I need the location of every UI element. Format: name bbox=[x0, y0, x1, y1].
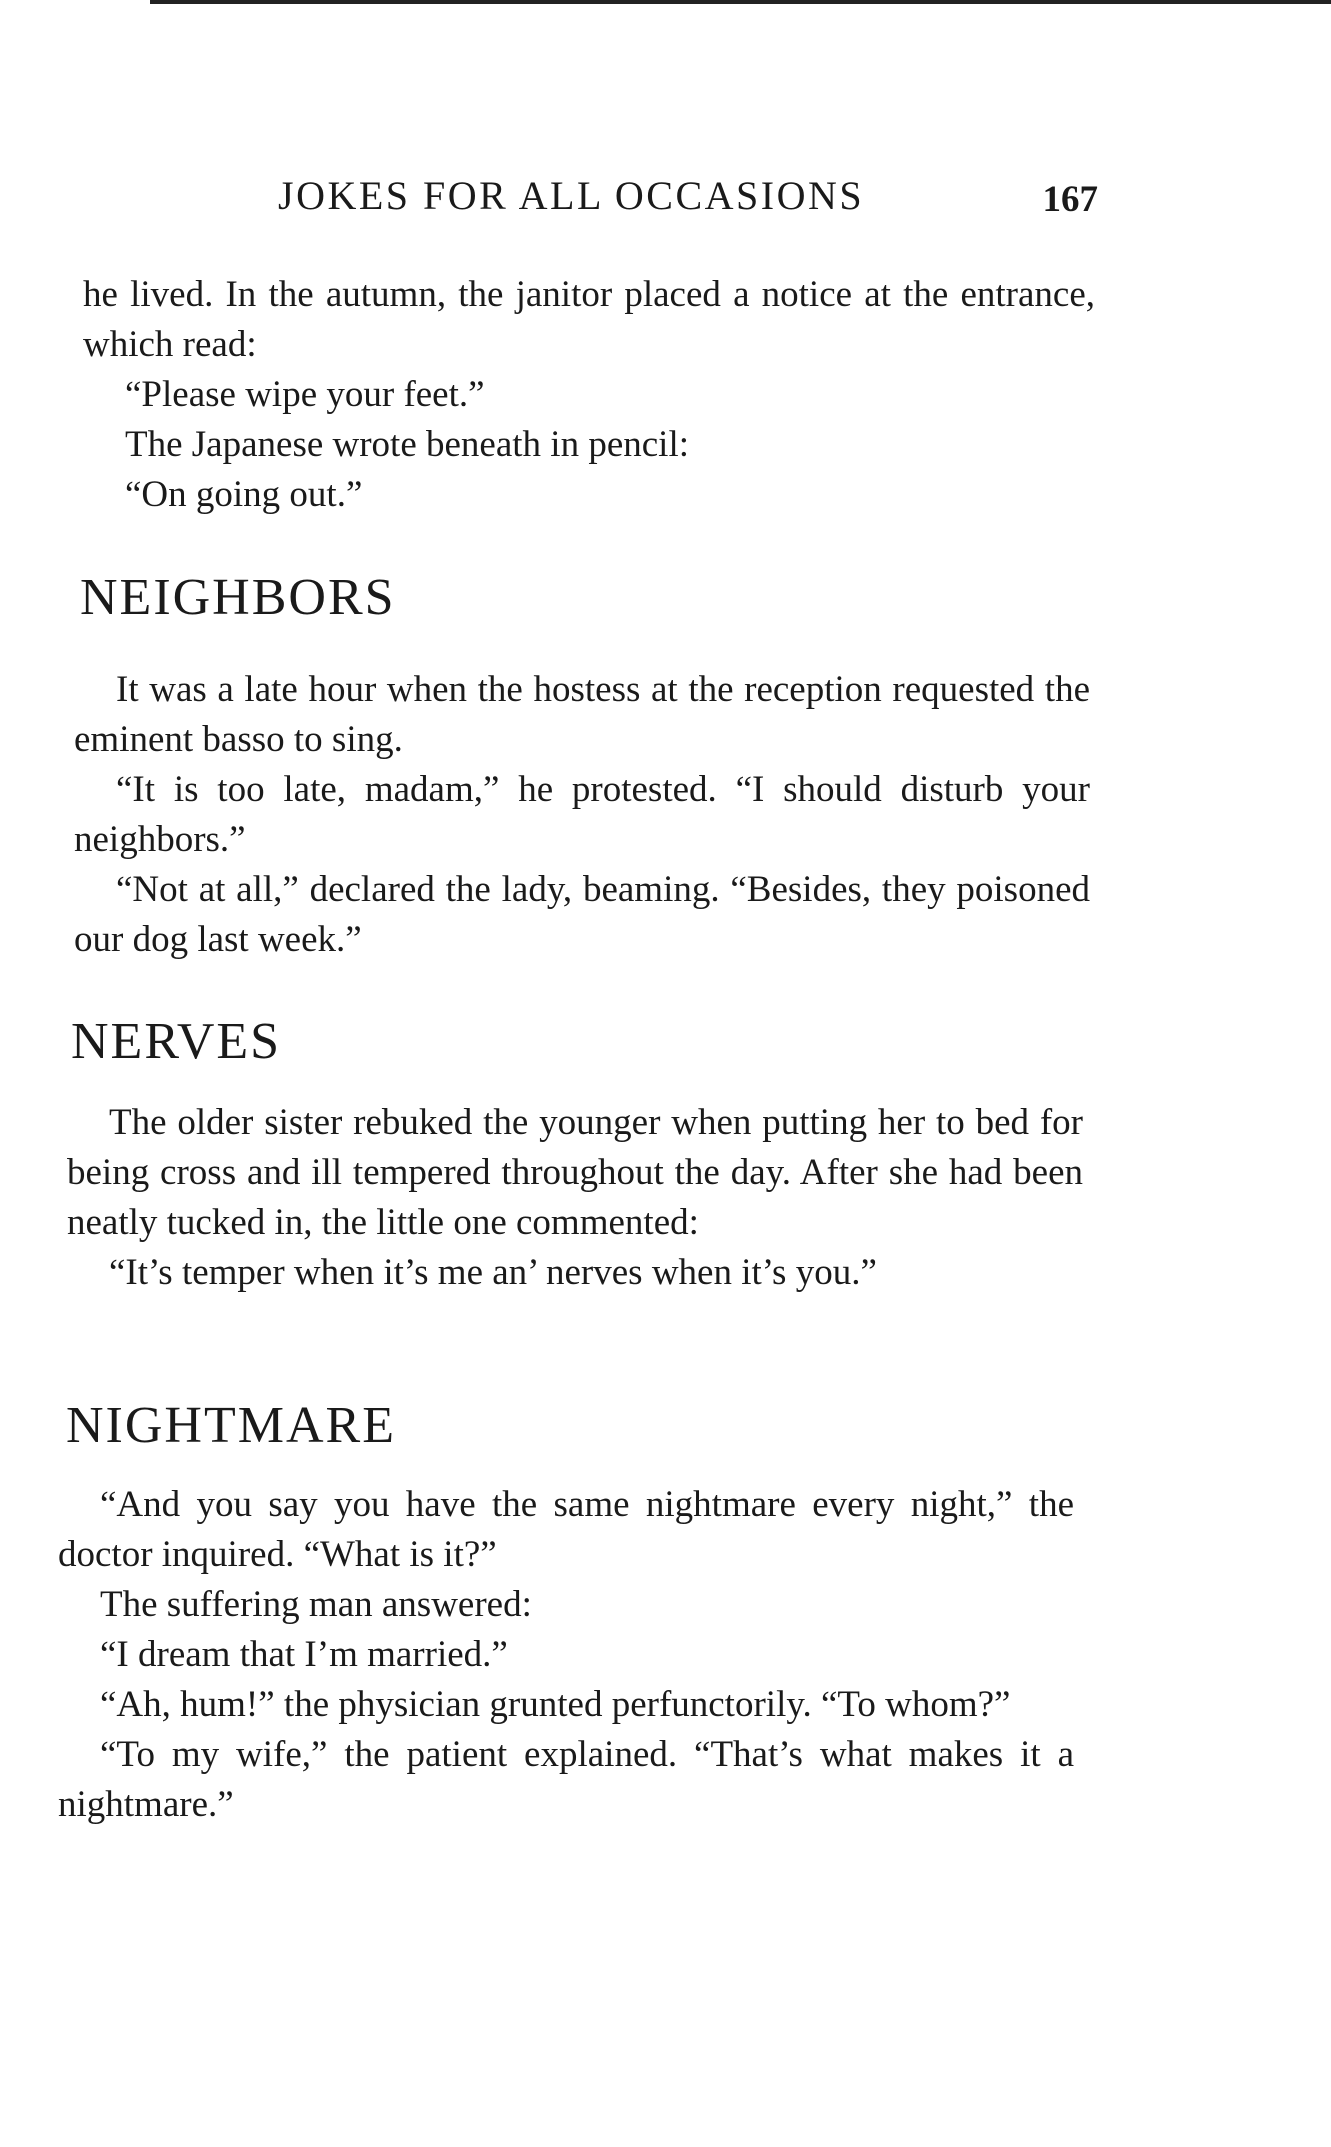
paragraph: “Not at all,” declared the lady, beaming. “Besides, they poisoned our dog last week.” bbox=[74, 869, 1090, 960]
page-number: 167 bbox=[1042, 179, 1098, 220]
continued-text bbox=[83, 270, 1095, 520]
paragraph: he lived. In the autumn, the janitor placed a notice at the entrance, which read: bbox=[83, 274, 1095, 365]
paragraph: The Japanese wrote beneath in pencil: bbox=[125, 424, 690, 465]
section-heading-neighbors: NEIGHBORS bbox=[80, 569, 396, 626]
paragraph: The older sister rebuked the younger when putting her to bed for being cross and ill tempered throughout the day. After she had been neatly tucked in, the little one commented: bbox=[67, 1102, 1083, 1243]
paragraph: “I dream that I’m married.” bbox=[100, 1634, 508, 1675]
running-title: JOKES FOR ALL OCCASIONS bbox=[278, 173, 865, 218]
paragraph: “Ah, hum!” the physician grunted perfunctorily. “To whom?” bbox=[100, 1684, 1011, 1725]
running-head bbox=[278, 172, 1098, 222]
section-body-neighbors bbox=[74, 665, 1090, 965]
section-body-nightmare bbox=[58, 1480, 1074, 1830]
paragraph: “It is too late, madam,” he protested. “I should disturb your neighbors.” bbox=[74, 769, 1090, 860]
paragraph: The suffering man answered: bbox=[100, 1584, 532, 1625]
paragraph: “Please wipe your feet.” bbox=[125, 374, 485, 415]
paragraph: “To my wife,” the patient explained. “That’s what makes it a nightmare.” bbox=[58, 1734, 1074, 1825]
paragraph: “It’s temper when it’s me an’ nerves when it’s you.” bbox=[109, 1252, 877, 1293]
section-heading-nerves: NERVES bbox=[71, 1013, 282, 1070]
section-body-nerves bbox=[67, 1098, 1083, 1298]
paragraph: It was a late hour when the hostess at the reception requested the eminent basso to sing. bbox=[74, 669, 1090, 760]
section-heading-nightmare: NIGHTMARE bbox=[66, 1397, 396, 1454]
paragraph: “And you say you have the same nightmare every night,” the doctor inquired. “What is it?” bbox=[58, 1484, 1074, 1575]
paragraph: “On going out.” bbox=[125, 474, 363, 515]
